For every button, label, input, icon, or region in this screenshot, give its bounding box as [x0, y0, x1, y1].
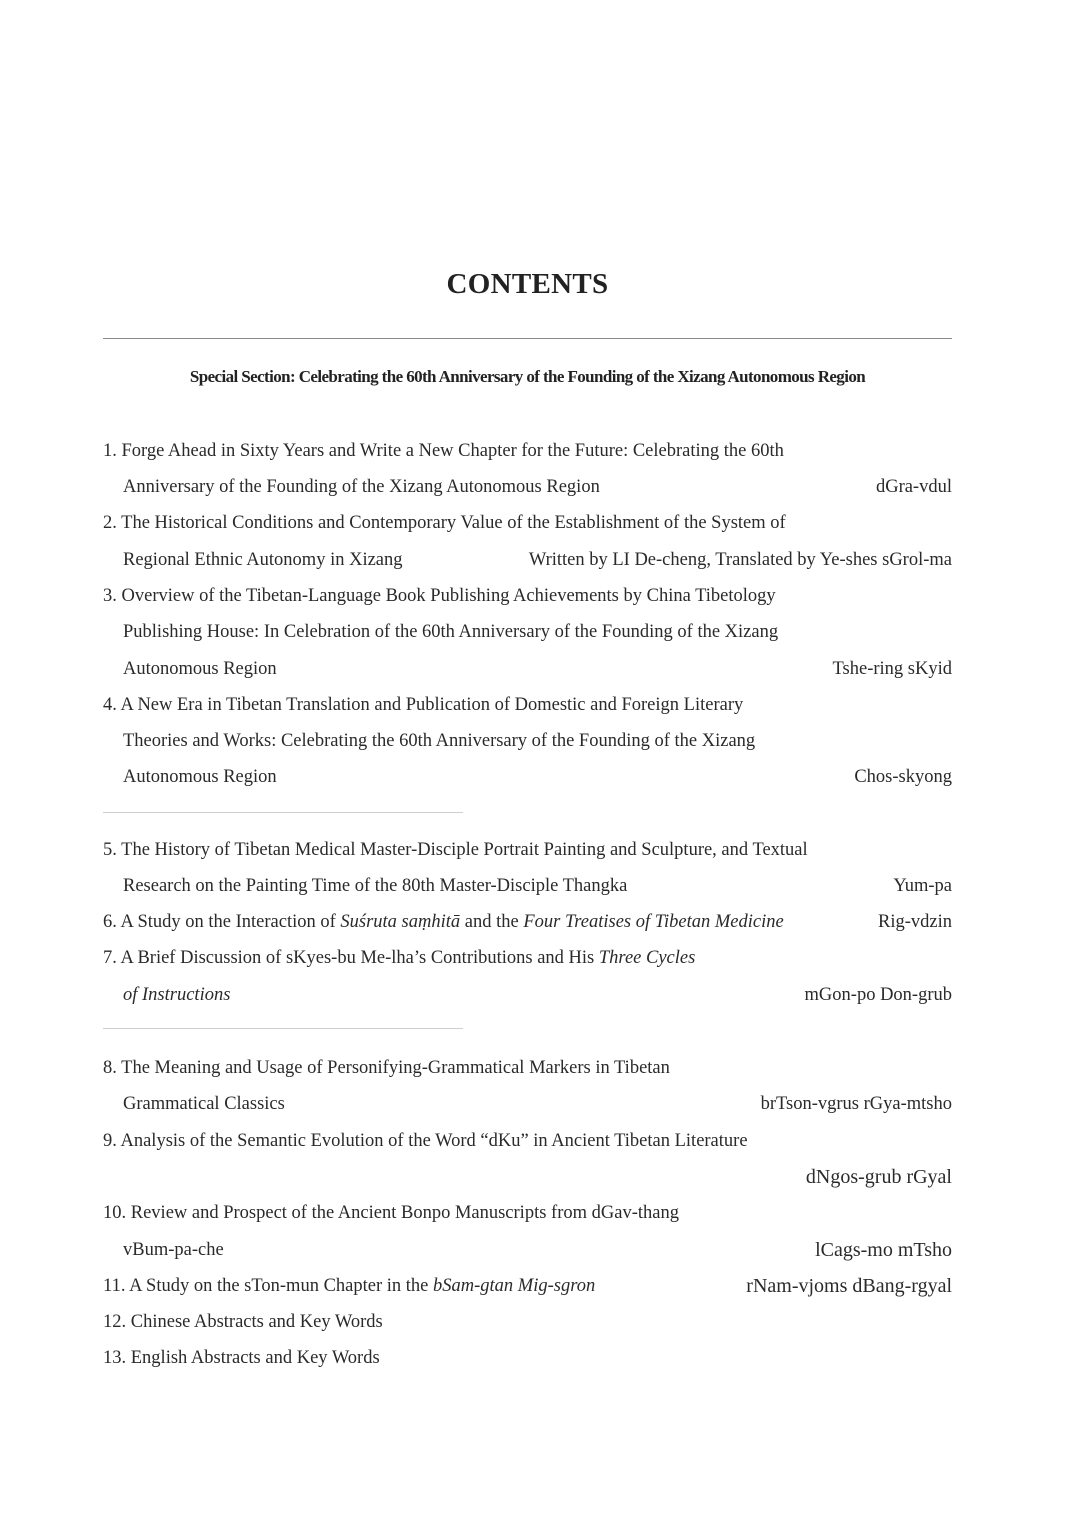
toc-entry-13[interactable]	[103, 1345, 952, 1371]
entry-title-italic: of Instructions	[123, 985, 231, 1005]
toc-entry-8[interactable]	[103, 1055, 952, 1081]
entry-title-part: A Study on the Interaction of	[120, 912, 341, 932]
entry-title: The Meaning and Usage of Personifying-Grammatical Markers in Tibetan	[121, 1058, 670, 1078]
entry-title: The History of Tibetan Medical Master-Disciple Portrait Painting and Sculpture, and Textual	[121, 840, 808, 860]
entry-title: Forge Ahead in Sixty Years and Write a New Chapter for the Future: Celebrating the 60th	[121, 441, 784, 461]
entry-number: 6.	[103, 912, 117, 932]
entry-title: A New Era in Tibetan Translation and Publication of Domestic and Foreign Literary	[120, 695, 744, 715]
entry-title: The Historical Conditions and Contemporary Value of the Establishment of the System of	[121, 513, 786, 533]
entry-number: 13.	[103, 1348, 127, 1368]
entry-title: Analysis of the Semantic Evolution of the Word “dKu” in Ancient Tibetan Literature	[120, 1131, 748, 1151]
entry-title-cont: Regional Ethnic Autonomy in Xizang	[123, 550, 403, 570]
section-heading: Special Section: Celebrating the 60th Anniversary of the Founding of the Xizang Autonomous Region	[189, 367, 866, 386]
toc-entry-4-cont[interactable]	[103, 728, 952, 754]
entry-number: 8.	[103, 1058, 117, 1078]
entry-author: rNam-vjoms dBang-rgyal	[746, 1275, 952, 1297]
toc-entry-7-cont[interactable]	[103, 982, 952, 1008]
entry-author: brTson-vgrus rGya-mtsho	[760, 1094, 952, 1114]
toc-entry-3-cont[interactable]	[103, 619, 952, 645]
entry-title-cont: Autonomous Region	[123, 659, 277, 679]
entry-title-part: and the	[460, 912, 524, 932]
entry-title: Overview of the Tibetan-Language Book Publishing Achievements by China Tibetology	[121, 586, 776, 606]
entry-title-italic: Four Treatises of Tibetan Medicine	[523, 912, 784, 932]
toc-entry-10[interactable]	[103, 1200, 952, 1226]
entry-author: Yum-pa	[893, 876, 952, 896]
toc-entry-11[interactable]	[103, 1273, 952, 1299]
entry-title: English Abstracts and Key Words	[130, 1348, 380, 1368]
entry-author: Chos-skyong	[854, 767, 952, 787]
toc-entry-3-cont2[interactable]	[103, 656, 952, 682]
entry-title-cont: Research on the Painting Time of the 80th Master-Disciple Thangka	[123, 876, 628, 896]
entry-title-italic: Suśruta saṃhitā	[340, 912, 461, 932]
page-title: CONTENTS	[446, 268, 609, 300]
entry-number: 10.	[103, 1203, 127, 1223]
toc-entry-2[interactable]	[103, 510, 952, 536]
entry-number: 7.	[103, 948, 117, 968]
entry-title: Review and Prospect of the Ancient Bonpo Manuscripts from dGav-thang	[130, 1203, 679, 1223]
entry-author: Written by LI De-cheng, Translated by Ye-shes sGrol-ma	[528, 550, 952, 570]
entry-title-cont: Theories and Works: Celebrating the 60th Anniversary of the Founding of the Xizang	[123, 731, 756, 751]
toc-entry-8-cont[interactable]	[103, 1091, 952, 1117]
toc-entry-9-author[interactable]	[103, 1164, 952, 1190]
entry-title-cont: Grammatical Classics	[123, 1094, 285, 1114]
entry-author: dGra-vdul	[875, 477, 952, 497]
group-divider	[103, 812, 463, 813]
entry-number: 4.	[103, 695, 117, 715]
entry-title-part: A Study on the sTon-mun Chapter in the	[129, 1276, 433, 1296]
entry-number: 5.	[103, 840, 117, 860]
toc-entry-9[interactable]	[103, 1128, 952, 1154]
title-divider	[103, 338, 952, 339]
entry-title-italic: Three Cycles	[598, 948, 696, 968]
toc-entry-7[interactable]	[103, 945, 952, 971]
entry-title-italic: bSam-gtan Mig-sgron	[433, 1276, 596, 1296]
toc-entry-5[interactable]	[103, 837, 952, 863]
entry-author: Rig-vdzin	[878, 912, 952, 932]
entry-author: lCags-mo mTsho	[815, 1239, 952, 1261]
entry-title-cont: vBum-pa-che	[123, 1240, 224, 1260]
toc-entry-4-cont2[interactable]	[103, 764, 952, 790]
entry-title-part: A Brief Discussion of sKyes-bu Me-lha’s Contributions and His	[120, 948, 599, 968]
toc-entry-4[interactable]	[103, 692, 952, 718]
entry-number: 2.	[103, 513, 117, 533]
entry-title-cont: Anniversary of the Founding of the Xizang Autonomous Region	[123, 477, 600, 497]
entry-title: Chinese Abstracts and Key Words	[130, 1312, 383, 1332]
toc-entry-3[interactable]	[103, 583, 952, 609]
toc-entry-2-cont[interactable]	[103, 547, 952, 573]
group-divider	[103, 1028, 463, 1029]
entry-number: 9.	[103, 1131, 117, 1151]
entry-number: 11.	[103, 1276, 126, 1296]
toc-entry-10-cont[interactable]	[103, 1237, 952, 1263]
entry-author: mGon-po Don-grub	[804, 985, 952, 1005]
toc-entry-12[interactable]	[103, 1309, 952, 1335]
entry-title-cont: Publishing House: In Celebration of the 60th Anniversary of the Founding of the Xizang	[123, 622, 779, 642]
toc-entry-6[interactable]	[103, 909, 952, 935]
toc-entry-1-cont[interactable]	[103, 474, 952, 500]
entry-number: 3.	[103, 586, 117, 606]
entry-author: dNgos-grub rGyal	[805, 1166, 952, 1188]
entry-number: 12.	[103, 1312, 127, 1332]
toc-entry-1[interactable]	[103, 438, 952, 464]
entry-number: 1.	[103, 441, 117, 461]
entry-author: Tshe-ring sKyid	[832, 659, 952, 679]
entry-title-cont: Autonomous Region	[123, 767, 277, 787]
toc-entry-5-cont[interactable]	[103, 873, 952, 899]
